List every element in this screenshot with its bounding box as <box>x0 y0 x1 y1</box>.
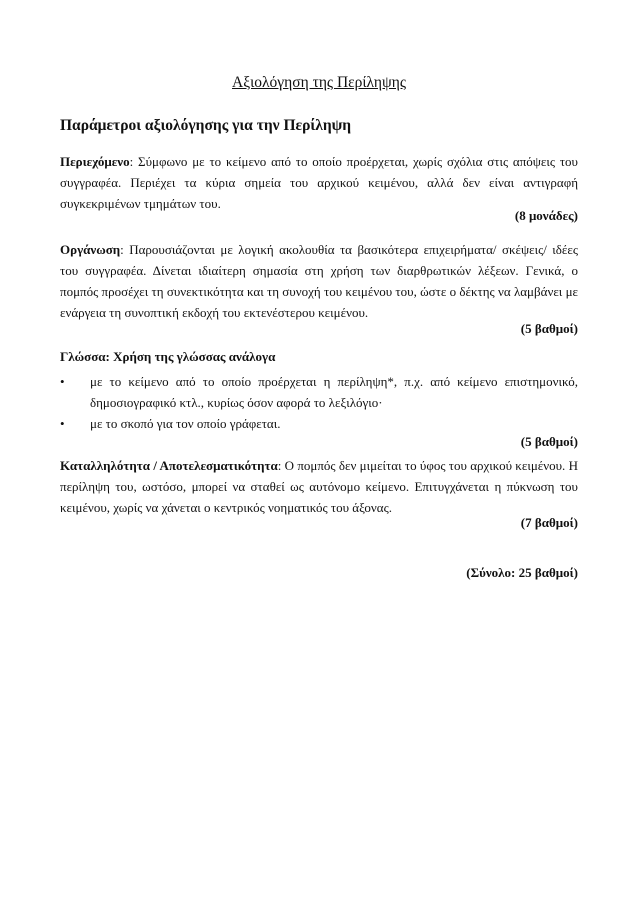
appropriateness-score: (7 βαθμοί) <box>520 515 578 530</box>
language-score: (5 βαθμοί) <box>520 434 578 449</box>
language-bullet-item <box>60 371 578 413</box>
content-text: : Σύμφωνο με το κείμενο από το οποίο προέρχεται, χωρίς σχόλια στις απόψεις του συγγραφέα. Περιέχει τα κύρια σημεία του αρχικού κειμένου, αλλά δεν είναι αντιγραφή συγκεκριμένων τμημάτων του. <box>60 154 578 211</box>
organization-paragraph <box>60 239 578 323</box>
bullet-icon: • <box>60 374 65 389</box>
appropriateness-text: : Ο πομπός δεν μιμείται το ύφος του αρχικού κειμένου. Η περίληψη του, ωστόσο, μπορεί να σταθεί ως αυτόνομο κείμενο. Επιτυγχάνεται η πύκνωση του κειμένου, χωρίς να χάνεται ο κεντρικός νοηματικός του άξονας. <box>60 458 579 515</box>
section-subtitle: Παράμετροι αξιολόγησης για την Περίληψη <box>60 117 352 134</box>
content-score: (8 μονάδες) <box>514 208 578 223</box>
language-bullet-text: με το κείμενο από το οποίο προέρχεται η περίληψη*, π.χ. από κείμενο επιστημονικό, δημοσιογραφικό κτλ., κυρίως όσον αφορά το λεξιλόγιο· <box>90 374 578 410</box>
appropriateness-label: Καταλληλότητα / Αποτελεσματικότητα <box>60 458 278 473</box>
language-bullet-text: με το σκοπό για τον οποίο γράφεται. <box>90 416 281 431</box>
page-title: Αξιολόγηση της Περίληψης <box>232 74 406 91</box>
content-paragraph <box>60 151 578 214</box>
organization-text: : Παρουσιάζονται με λογική ακολουθία τα βασικότερα επιχειρήματα/ σκέψεις/ ιδέες του συγγραφέα. Δίνεται ιδιαίτερη σημασία στη χρήση των διαρθρωτικών λέξεων. Γενικά, ο πομπός προσέχει τη συνεκτικότητα και τη συνοχή του κειμένου του, ώστε ο δέκτης να λαμβάνει με ενάργεια τη συνοπτική εκδοχή του εκτενέστερου κειμένου. <box>60 242 578 320</box>
appropriateness-paragraph <box>60 455 578 518</box>
language-bullet-item <box>60 413 578 434</box>
organization-score: (5 βαθμοί) <box>520 321 578 336</box>
total-score: (Σύνολο: 25 βαθμοί) <box>466 565 578 580</box>
language-heading: Γλώσσα: Χρήση της γλώσσας ανάλογα <box>60 349 276 364</box>
organization-label: Οργάνωση <box>60 242 121 257</box>
content-label: Περιεχόμενο <box>60 154 130 169</box>
bullet-icon: • <box>60 416 65 431</box>
